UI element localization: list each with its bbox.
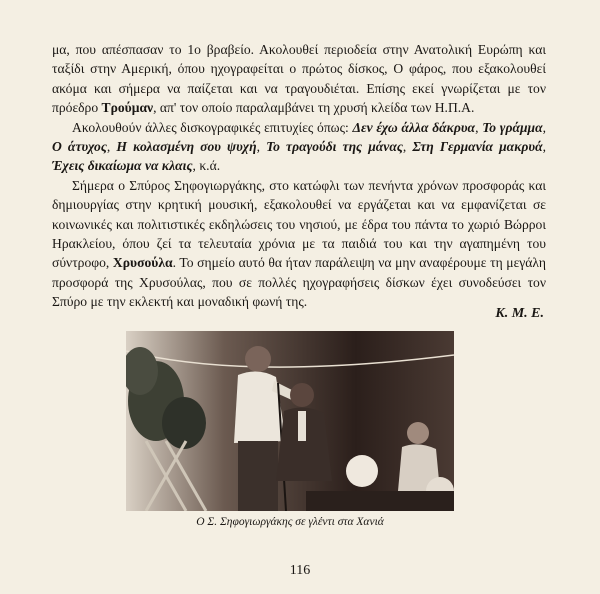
- text-span: , απ' τον οποίο παραλαμβάνει τη χρυσή κλείδα των Η.Π.Α.: [153, 100, 475, 116]
- song-title: Το γράμμα: [482, 119, 543, 135]
- photo-caption: Ο Σ. Σηφογιωργάκης σε γλέντι στα Χανιά: [196, 516, 384, 528]
- text-span: Σήμερα ο Σπύρος Σηφογιωργάκης, στο κατώφλι των πενήντα χρόνων προσφοράς και δημιουργίας στην κρητική μουσική, εξακολουθεί να εργάζεται και να εμφανίζεται σε κοινωνικές και πολιτιστικές εκδηλώσεις του νησιού, με έδρα του πάντα το χωριό Βώρροι Ηρακλείου, όπου ζεί τα τελευταία χρόνια με τα παιδιά του και την αγαπημένη του σύντροφο,: [52, 177, 546, 271]
- song-title: Το τραγούδι της μάνας: [266, 139, 403, 155]
- photo: [126, 331, 454, 511]
- song-title: Η κολασμένη σου ψυχή: [116, 139, 257, 155]
- song-title: Δεν έχω άλλα δάκρυα: [352, 119, 476, 135]
- paragraph-3: [52, 176, 546, 312]
- text-span: Ακολουθούν άλλες δισκογραφικές επιτυχίες όπως:: [72, 119, 353, 135]
- text-span: μα, που απέσπασαν το 1ο βραβείο. Ακολουθεί περιοδεία στην Ανατολική Ευρώπη και ταξίδι στην Αμερική, όπου ηχογραφείται ο πρώτος δίσκος, Ο φάρος, που εξακολουθεί ακόμα και σήμερα να παίζεται και να τραγουδιέται. Επίσης εκεί γνωρίζεται με τον πρόεδρο: [52, 42, 546, 116]
- song-title: Ο άτυχος: [52, 139, 107, 155]
- author-signature: Κ. Μ. Ε.: [495, 306, 544, 321]
- text-span: , κ.ά.: [192, 158, 221, 174]
- text-span: . Το σημείο αυτό θα ήταν παράλειψη να μην αναφέρουμε τη μεγάλη προσφορά της Χρυσούλας, που σε πολλές ηχογραφήσεις δίσκων έχει συνοδεύσει τον Σπύρο με την εκλεκτή και μοναδική φωνή της.: [52, 255, 547, 310]
- bold-name-truman: Τρούμαν: [101, 100, 154, 116]
- page-number: 116: [289, 563, 311, 578]
- paragraph-1: [52, 40, 546, 118]
- bold-name-chrysoula: Χρυσούλα: [112, 255, 173, 271]
- song-title: Στη Γερμανία μακρυά: [412, 139, 543, 155]
- song-title: Έχεις δικαίωμα να κλαις: [52, 158, 193, 174]
- paragraph-2: Ακολουθούν άλλες δισκογραφικές επιτυχίες όπως: Δεν έχω άλλα δάκρυα, Το γράμμα, Ο άτυχος, Η κολασμένη σου ψυχή, Το τραγούδι της μάνας, Στη Γερμανία μακρυά, Έχεις δικαίωμα να κλαις, κ.ά.: [52, 119, 547, 174]
- table: [306, 491, 454, 511]
- photo-illustration: [126, 331, 454, 511]
- body-text: [52, 40, 546, 312]
